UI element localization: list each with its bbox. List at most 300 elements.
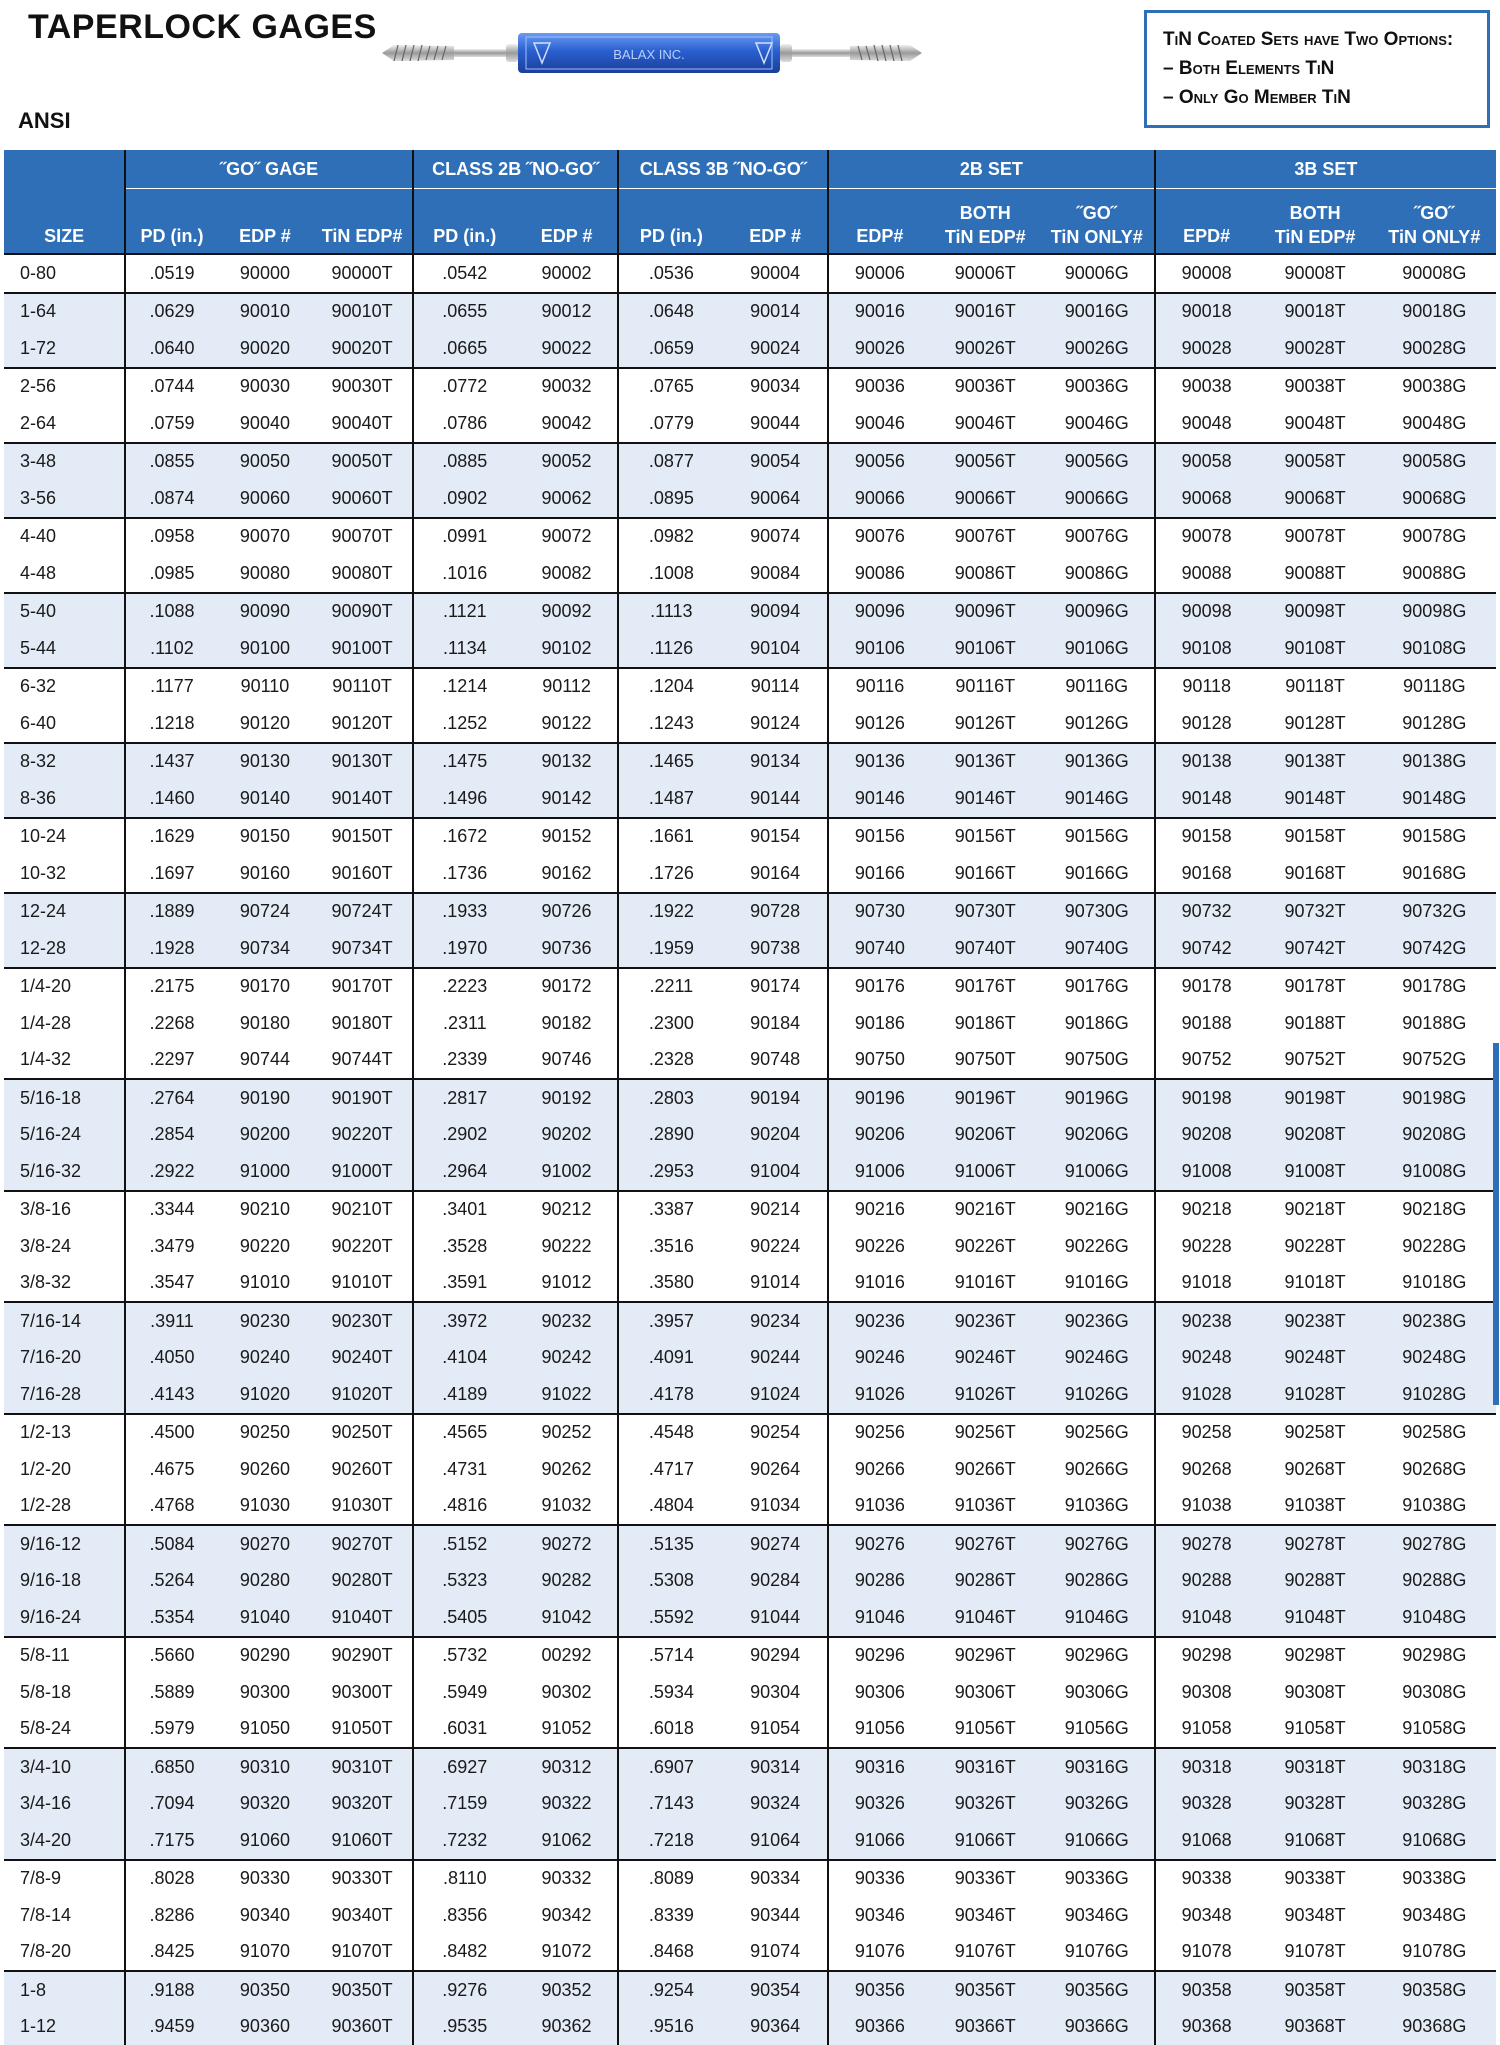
- table-cell: 90074: [723, 518, 828, 556]
- table-row: [4, 555, 1496, 593]
- table-row: [4, 1488, 1496, 1526]
- table-cell: 90344: [723, 1897, 828, 1934]
- table-cell: 91078: [1155, 1934, 1258, 1972]
- table-cell: 91016: [828, 1265, 931, 1303]
- table-cell: .1672: [413, 818, 516, 856]
- table-cell: 90236T: [931, 1302, 1040, 1340]
- table-cell: 90028G: [1373, 330, 1496, 368]
- table-cell: 90350: [218, 1971, 313, 2009]
- table-row: [4, 293, 1496, 331]
- table-cell: .4731: [413, 1451, 516, 1488]
- table-cell: 90358: [1155, 1971, 1258, 2009]
- table-cell: 90008: [1155, 254, 1258, 293]
- table-cell: 90178G: [1373, 968, 1496, 1006]
- table-cell: .0958: [125, 518, 217, 556]
- table-cell: 90112: [516, 668, 619, 706]
- table-cell: 91076: [828, 1934, 931, 1972]
- table-cell: 90254: [723, 1414, 828, 1452]
- table-cell: 90238G: [1373, 1302, 1496, 1340]
- table-cell: 90110: [218, 668, 313, 706]
- table-cell: 90120: [218, 705, 313, 743]
- table-row: [4, 1860, 1496, 1898]
- page-edge-accent: [1493, 1043, 1499, 1405]
- table-cell: .0885: [413, 443, 516, 481]
- table-cell: 90140: [218, 780, 313, 818]
- table-row: [4, 1191, 1496, 1229]
- table-cell: 90246: [828, 1340, 931, 1377]
- table-cell: 90276: [828, 1525, 931, 1563]
- table-cell: 90180T: [312, 1005, 413, 1042]
- table-cell: 91040: [218, 1599, 313, 1637]
- table-cell: 91078T: [1258, 1934, 1373, 1972]
- table-cell: 90118G: [1373, 668, 1496, 706]
- table-cell: 91056G: [1040, 1711, 1155, 1749]
- table-cell: .0772: [413, 368, 516, 406]
- table-cell: 91000T: [312, 1153, 413, 1191]
- table-cell: 91058G: [1373, 1711, 1496, 1749]
- table-cell: 91016T: [931, 1265, 1040, 1303]
- table-cell: .6850: [125, 1748, 217, 1786]
- tin-option-both: – Both Elements TiN: [1163, 54, 1475, 83]
- gage-table-body: [4, 254, 1496, 2045]
- table-cell: 90352: [516, 1971, 619, 2009]
- table-cell: 90136G: [1040, 743, 1155, 781]
- right-thread-member: [780, 44, 922, 62]
- table-cell: 91016G: [1040, 1265, 1155, 1303]
- size-cell: 2-56: [4, 368, 125, 406]
- table-cell: 90080T: [312, 555, 413, 593]
- table-cell: .0902: [413, 480, 516, 518]
- table-cell: 90350T: [312, 1971, 413, 2009]
- table-cell: .0519: [125, 254, 217, 293]
- table-cell: 90366T: [931, 2009, 1040, 2045]
- table-cell: 91028T: [1258, 1376, 1373, 1414]
- table-cell: 90016G: [1040, 293, 1155, 331]
- table-cell: .9459: [125, 2009, 217, 2045]
- table-cell: 90154: [723, 818, 828, 856]
- table-cell: .2311: [413, 1005, 516, 1042]
- table-cell: .5135: [618, 1525, 723, 1563]
- table-cell: 90046G: [1040, 405, 1155, 443]
- size-cell: 1/2-28: [4, 1488, 125, 1526]
- table-cell: 90026G: [1040, 330, 1155, 368]
- table-cell: 90174: [723, 968, 828, 1006]
- table-cell: 90014: [723, 293, 828, 331]
- table-cell: 90288: [1155, 1563, 1258, 1600]
- table-cell: 90120T: [312, 705, 413, 743]
- table-cell: 90018: [1155, 293, 1258, 331]
- table-cell: 90332: [516, 1860, 619, 1898]
- table-cell: 91022: [516, 1376, 619, 1414]
- size-cell: 9/16-12: [4, 1525, 125, 1563]
- table-cell: 90006: [828, 254, 931, 293]
- tin-options-heading: TiN Coated Sets have Two Options:: [1163, 25, 1475, 54]
- size-cell: 12-28: [4, 930, 125, 968]
- table-cell: 90320: [218, 1786, 313, 1823]
- table-cell: .1113: [618, 593, 723, 631]
- size-cell: 12-24: [4, 893, 125, 931]
- table-cell: .2902: [413, 1117, 516, 1154]
- table-cell: 90138G: [1373, 743, 1496, 781]
- table-cell: 91056T: [931, 1711, 1040, 1749]
- table-cell: .9254: [618, 1971, 723, 2009]
- table-cell: 90210: [218, 1191, 313, 1229]
- table-row: [4, 1934, 1496, 1972]
- table-cell: 90312: [516, 1748, 619, 1786]
- table-cell: 90342: [516, 1897, 619, 1934]
- table-cell: 90152: [516, 818, 619, 856]
- table-cell: .2890: [618, 1117, 723, 1154]
- table-cell: 90266: [828, 1451, 931, 1488]
- table-cell: .8089: [618, 1860, 723, 1898]
- table-cell: .5264: [125, 1563, 217, 1600]
- table-cell: 90218G: [1373, 1191, 1496, 1229]
- size-cell: 3/8-24: [4, 1228, 125, 1265]
- table-row: [4, 1637, 1496, 1675]
- table-cell: .1475: [413, 743, 516, 781]
- table-cell: .0855: [125, 443, 217, 481]
- table-cell: 90030: [218, 368, 313, 406]
- table-cell: 91038T: [1258, 1488, 1373, 1526]
- table-cell: 90222: [516, 1228, 619, 1265]
- table-cell: 91028: [1155, 1376, 1258, 1414]
- table-cell: .5592: [618, 1599, 723, 1637]
- table-cell: 90336G: [1040, 1860, 1155, 1898]
- table-cell: 90148T: [1258, 780, 1373, 818]
- table-cell: 90306G: [1040, 1674, 1155, 1711]
- table-cell: 90752G: [1373, 1042, 1496, 1080]
- table-cell: 90360T: [312, 2009, 413, 2045]
- size-cell: 1-64: [4, 293, 125, 331]
- table-cell: 90742G: [1373, 930, 1496, 968]
- table-cell: 91010T: [312, 1265, 413, 1303]
- table-cell: 90730G: [1040, 893, 1155, 931]
- table-cell: 90270: [218, 1525, 313, 1563]
- table-row: [4, 593, 1496, 631]
- table-cell: 90048: [1155, 405, 1258, 443]
- table-cell: 91036: [828, 1488, 931, 1526]
- gage-table: [4, 150, 1496, 2045]
- table-cell: 90046: [828, 405, 931, 443]
- table-cell: 90318G: [1373, 1748, 1496, 1786]
- table-cell: 91076T: [931, 1934, 1040, 1972]
- col-size: SIZE: [4, 150, 125, 254]
- table-cell: 90128T: [1258, 705, 1373, 743]
- table-cell: 90170: [218, 968, 313, 1006]
- table-cell: 90260T: [312, 1451, 413, 1488]
- table-cell: .5949: [413, 1674, 516, 1711]
- table-cell: 90160T: [312, 855, 413, 893]
- table-cell: 91050T: [312, 1711, 413, 1749]
- table-row: [4, 705, 1496, 743]
- table-cell: 90240T: [312, 1340, 413, 1377]
- size-cell: 7/8-9: [4, 1860, 125, 1898]
- table-cell: 90076: [828, 518, 931, 556]
- table-cell: 90006G: [1040, 254, 1155, 293]
- table-cell: 90056T: [931, 443, 1040, 481]
- table-cell: 90070T: [312, 518, 413, 556]
- table-cell: 90298T: [1258, 1637, 1373, 1675]
- table-cell: 91068T: [1258, 1822, 1373, 1860]
- table-cell: 90162: [516, 855, 619, 893]
- table-cell: 90088G: [1373, 555, 1496, 593]
- table-cell: .1496: [413, 780, 516, 818]
- table-cell: 90188: [1155, 1005, 1258, 1042]
- table-cell: 90052: [516, 443, 619, 481]
- table-cell: .0536: [618, 254, 723, 293]
- table-cell: 90258T: [1258, 1414, 1373, 1452]
- table-cell: .8356: [413, 1897, 516, 1934]
- table-cell: .2211: [618, 968, 723, 1006]
- table-row: [4, 1563, 1496, 1600]
- table-cell: 90004: [723, 254, 828, 293]
- table-cell: 90116: [828, 668, 931, 706]
- table-cell: 90348T: [1258, 1897, 1373, 1934]
- table-cell: 90176T: [931, 968, 1040, 1006]
- table-cell: 90268G: [1373, 1451, 1496, 1488]
- table-cell: 90116G: [1040, 668, 1155, 706]
- table-cell: 91008: [1155, 1153, 1258, 1191]
- table-cell: .9188: [125, 1971, 217, 2009]
- table-cell: 90144: [723, 780, 828, 818]
- size-cell: 3-56: [4, 480, 125, 518]
- table-cell: .8110: [413, 1860, 516, 1898]
- col-3b-set-edp: EPD#: [1155, 189, 1258, 255]
- table-cell: 90250: [218, 1414, 313, 1452]
- table-cell: 90118T: [1258, 668, 1373, 706]
- size-cell: 1/4-28: [4, 1005, 125, 1042]
- table-cell: .7159: [413, 1786, 516, 1823]
- group-class-2b: CLASS 2B ˝NO-GO˝: [413, 150, 619, 189]
- table-cell: 90148: [1155, 780, 1258, 818]
- table-cell: 90064: [723, 480, 828, 518]
- table-cell: 90008G: [1373, 254, 1496, 293]
- table-cell: .5660: [125, 1637, 217, 1675]
- table-row: [4, 1599, 1496, 1637]
- table-cell: 90034: [723, 368, 828, 406]
- table-cell: 90308G: [1373, 1674, 1496, 1711]
- table-cell: .5405: [413, 1599, 516, 1637]
- table-cell: 90166T: [931, 855, 1040, 893]
- table-cell: 90236: [828, 1302, 931, 1340]
- table-cell: .1726: [618, 855, 723, 893]
- table-cell: 90108: [1155, 630, 1258, 668]
- table-cell: 90198: [1155, 1079, 1258, 1117]
- table-cell: 90010: [218, 293, 313, 331]
- table-cell: 90248G: [1373, 1340, 1496, 1377]
- table-cell: 90250T: [312, 1414, 413, 1452]
- table-row: [4, 368, 1496, 406]
- table-cell: 90048G: [1373, 405, 1496, 443]
- table-row: [4, 1302, 1496, 1340]
- size-cell: 5/8-11: [4, 1637, 125, 1675]
- table-cell: .0665: [413, 330, 516, 368]
- size-cell: 3/8-32: [4, 1265, 125, 1303]
- table-cell: 90076G: [1040, 518, 1155, 556]
- table-cell: 90000: [218, 254, 313, 293]
- col-2b-set-both-top: BOTH: [931, 189, 1040, 227]
- table-cell: 90126G: [1040, 705, 1155, 743]
- table-cell: 90316G: [1040, 1748, 1155, 1786]
- table-cell: 90030T: [312, 368, 413, 406]
- table-cell: 90290T: [312, 1637, 413, 1675]
- table-row: [4, 1822, 1496, 1860]
- table-cell: 90190: [218, 1079, 313, 1117]
- table-cell: 90220T: [312, 1117, 413, 1154]
- table-cell: 90124: [723, 705, 828, 743]
- table-cell: 90168T: [1258, 855, 1373, 893]
- size-cell: 5/16-18: [4, 1079, 125, 1117]
- table-cell: 90018T: [1258, 293, 1373, 331]
- gage-handle: [518, 33, 780, 73]
- table-cell: 91074: [723, 1934, 828, 1972]
- size-cell: 3/8-16: [4, 1191, 125, 1229]
- table-cell: 90098G: [1373, 593, 1496, 631]
- table-cell: 90020T: [312, 330, 413, 368]
- table-row: [4, 630, 1496, 668]
- table-cell: 90192: [516, 1079, 619, 1117]
- table-cell: .1736: [413, 855, 516, 893]
- table-cell: 90316T: [931, 1748, 1040, 1786]
- col-3b-edp: EDP #: [723, 189, 828, 255]
- table-cell: 90050T: [312, 443, 413, 481]
- table-cell: .0874: [125, 480, 217, 518]
- table-cell: 90734: [218, 930, 313, 968]
- table-cell: 90188G: [1373, 1005, 1496, 1042]
- table-cell: 90168: [1155, 855, 1258, 893]
- table-cell: .2268: [125, 1005, 217, 1042]
- table-cell: 90306T: [931, 1674, 1040, 1711]
- table-cell: 90166G: [1040, 855, 1155, 893]
- table-cell: 90038: [1155, 368, 1258, 406]
- table-cell: .4816: [413, 1488, 516, 1526]
- size-cell: 10-32: [4, 855, 125, 893]
- table-cell: .0744: [125, 368, 217, 406]
- table-cell: 90724: [218, 893, 313, 931]
- table-cell: .2328: [618, 1042, 723, 1080]
- table-cell: 90308T: [1258, 1674, 1373, 1711]
- table-cell: 91018T: [1258, 1265, 1373, 1303]
- left-thread-member: [382, 44, 518, 62]
- table-cell: .5152: [413, 1525, 516, 1563]
- table-cell: 90304: [723, 1674, 828, 1711]
- table-row: [4, 780, 1496, 818]
- table-cell: 90276G: [1040, 1525, 1155, 1563]
- table-cell: 90096T: [931, 593, 1040, 631]
- table-cell: 90338T: [1258, 1860, 1373, 1898]
- table-cell: 91026G: [1040, 1376, 1155, 1414]
- table-cell: .7218: [618, 1822, 723, 1860]
- table-cell: 90072: [516, 518, 619, 556]
- table-cell: 91030: [218, 1488, 313, 1526]
- table-cell: 90278: [1155, 1525, 1258, 1563]
- table-cell: 90256: [828, 1414, 931, 1452]
- table-cell: .5732: [413, 1637, 516, 1675]
- table-cell: 90068G: [1373, 480, 1496, 518]
- table-cell: .1922: [618, 893, 723, 931]
- table-cell: 90248: [1155, 1340, 1258, 1377]
- table-cell: 90268: [1155, 1451, 1258, 1488]
- table-cell: 91008T: [1258, 1153, 1373, 1191]
- table-cell: 90268T: [1258, 1451, 1373, 1488]
- table-cell: 90086G: [1040, 555, 1155, 593]
- table-cell: .1629: [125, 818, 217, 856]
- table-cell: .5979: [125, 1711, 217, 1749]
- size-cell: 1-72: [4, 330, 125, 368]
- table-cell: 90742: [1155, 930, 1258, 968]
- table-cell: .2803: [618, 1079, 723, 1117]
- table-cell: 90206: [828, 1117, 931, 1154]
- table-cell: 90008T: [1258, 254, 1373, 293]
- table-cell: 90032: [516, 368, 619, 406]
- table-row: [4, 855, 1496, 893]
- table-cell: 90178T: [1258, 968, 1373, 1006]
- col-3b-set-both-bottom: TiN EDP#: [1258, 226, 1373, 254]
- table-cell: 90016: [828, 293, 931, 331]
- table-cell: 90006T: [931, 254, 1040, 293]
- table-cell: 90300T: [312, 1674, 413, 1711]
- table-cell: .0895: [618, 480, 723, 518]
- table-cell: 90238: [1155, 1302, 1258, 1340]
- table-cell: 90186T: [931, 1005, 1040, 1042]
- size-cell: 5/8-24: [4, 1711, 125, 1749]
- size-cell: 3/4-16: [4, 1786, 125, 1823]
- table-cell: 91046G: [1040, 1599, 1155, 1637]
- table-cell: 90078G: [1373, 518, 1496, 556]
- table-cell: 90216: [828, 1191, 931, 1229]
- table-cell: 00292: [516, 1637, 619, 1675]
- table-cell: 90368: [1155, 2009, 1258, 2045]
- table-cell: 90068T: [1258, 480, 1373, 518]
- table-cell: .9535: [413, 2009, 516, 2045]
- table-cell: 90148G: [1373, 780, 1496, 818]
- col-2b-set-edp: EDP#: [828, 189, 931, 255]
- table-cell: 90058: [1155, 443, 1258, 481]
- table-cell: 91038G: [1373, 1488, 1496, 1526]
- table-cell: 90750: [828, 1042, 931, 1080]
- table-cell: .4717: [618, 1451, 723, 1488]
- table-row: [4, 1971, 1496, 2009]
- table-row: [4, 1042, 1496, 1080]
- table-cell: 90744: [218, 1042, 313, 1080]
- table-cell: 90068: [1155, 480, 1258, 518]
- size-cell: 1-8: [4, 1971, 125, 2009]
- table-cell: .0982: [618, 518, 723, 556]
- table-cell: 90346G: [1040, 1897, 1155, 1934]
- table-cell: 90248T: [1258, 1340, 1373, 1377]
- table-cell: 90310: [218, 1748, 313, 1786]
- size-cell: 6-40: [4, 705, 125, 743]
- tin-options-box: [1144, 10, 1490, 128]
- table-cell: 90362: [516, 2009, 619, 2045]
- size-cell: 8-36: [4, 780, 125, 818]
- table-cell: .1970: [413, 930, 516, 968]
- table-cell: 90210T: [312, 1191, 413, 1229]
- table-cell: .1218: [125, 705, 217, 743]
- table-cell: 90266G: [1040, 1451, 1155, 1488]
- table-cell: .0877: [618, 443, 723, 481]
- table-cell: 90056: [828, 443, 931, 481]
- table-cell: 90338G: [1373, 1860, 1496, 1898]
- table-cell: 90080: [218, 555, 313, 593]
- table-cell: 90310T: [312, 1748, 413, 1786]
- table-cell: 90036G: [1040, 368, 1155, 406]
- table-cell: 90316: [828, 1748, 931, 1786]
- table-cell: 90358T: [1258, 1971, 1373, 2009]
- table-cell: 90126: [828, 705, 931, 743]
- table-cell: 91064: [723, 1822, 828, 1860]
- table-cell: 90346T: [931, 1897, 1040, 1934]
